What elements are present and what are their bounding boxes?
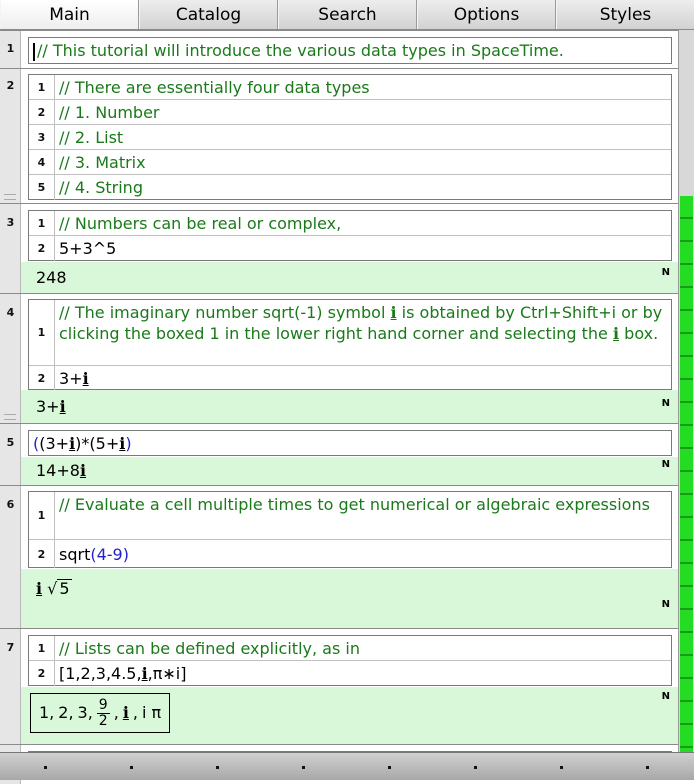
input-line[interactable] [29, 38, 671, 63]
imaginary-unit-symbol: i [69, 434, 76, 453]
input-line[interactable] [29, 211, 671, 236]
bottom-toolbar [0, 752, 694, 780]
cell-number: 6 [6, 498, 15, 511]
line-number: 2 [29, 100, 55, 124]
tab-styles[interactable]: Styles [556, 0, 694, 29]
input-line[interactable] [29, 125, 671, 150]
comment-text: box. [624, 324, 659, 343]
output-area [21, 457, 678, 485]
cell-number: 1 [6, 42, 15, 55]
cell-number: 3 [6, 216, 15, 229]
line-number: 4 [29, 150, 55, 174]
code-text: (3+ [39, 434, 70, 453]
output-value [36, 396, 66, 417]
code-text: 5+3^5 [59, 239, 117, 258]
comment-text: // This tutorial will introduce the various data types in SpaceTime. [37, 41, 564, 60]
comment-text: // 3. Matrix [59, 153, 146, 172]
toolbar-dot[interactable] [646, 766, 649, 769]
fraction-numerator: 9 [98, 696, 108, 713]
code-text: ,π∗i] [147, 664, 187, 683]
notebook-cell[interactable] [0, 30, 678, 68]
input-line[interactable] [29, 492, 671, 540]
input-line[interactable] [29, 100, 671, 125]
list-element: 3, [77, 703, 93, 722]
toolbar-dot[interactable] [560, 766, 563, 769]
list-element: 1, [39, 703, 55, 722]
notebook-cell[interactable] [0, 68, 678, 203]
imaginary-unit-symbol: i [141, 664, 148, 683]
line-number: 1 [29, 75, 55, 99]
imaginary-unit-symbol: i [82, 369, 89, 388]
line-number: 2 [29, 236, 55, 261]
comment-text: // Lists can be defined explicitly, as in [59, 639, 360, 658]
line-number: 1 [29, 636, 55, 660]
notebook-canvas [0, 30, 678, 752]
tab-catalog[interactable]: Catalog [139, 0, 278, 29]
input-line[interactable] [29, 661, 671, 686]
cell-gutter[interactable] [0, 424, 21, 485]
cell-grip-icon[interactable] [4, 414, 16, 420]
comment-text: is obtained by Ctrl+Shift+i or by clicking the boxed 1 in the lower right hand corner and selecting the [59, 303, 668, 343]
output-value [36, 460, 86, 481]
comment-text: // 2. List [59, 128, 124, 147]
cell-number: 5 [6, 436, 15, 449]
cell-number: 4 [6, 306, 15, 319]
input-line[interactable] [29, 150, 671, 175]
cell-number: 7 [6, 641, 15, 654]
numeric-badge[interactable]: N [661, 398, 670, 409]
input-line[interactable]: ((3+i)*(5+i) [33, 434, 132, 453]
imaginary-unit-symbol: i [59, 397, 66, 416]
cell-input[interactable] [28, 37, 672, 64]
list-element: i π [141, 703, 162, 722]
line-number: 1 [29, 492, 55, 539]
notebook-cell[interactable] [0, 293, 678, 423]
input-line[interactable] [29, 75, 671, 100]
tab-bar [0, 0, 694, 30]
list-bracket [30, 693, 170, 733]
comment-text: // Evaluate a cell multiple times to get numerical or algebraic expressions [59, 495, 650, 514]
line-number: 1 [29, 300, 55, 365]
toolbar-dot[interactable] [474, 766, 477, 769]
input-line[interactable] [29, 175, 671, 200]
line-number: 2 [29, 366, 55, 390]
cell-input[interactable] [28, 74, 672, 200]
toolbar-dot[interactable] [216, 766, 219, 769]
list-separator: , [113, 703, 119, 722]
line-number: 2 [29, 661, 55, 686]
output-area [21, 569, 678, 628]
output-area [21, 262, 678, 293]
input-line[interactable] [29, 300, 671, 366]
numeric-badge[interactable]: N [661, 599, 670, 610]
comment-text: // 1. Number [59, 103, 160, 122]
input-line[interactable] [29, 236, 671, 261]
tab-search[interactable]: Search [278, 0, 417, 29]
input-line[interactable] [29, 540, 671, 568]
notebook-cell[interactable] [0, 628, 678, 744]
code-text: [1,2,3,4.5, [59, 664, 142, 683]
imaginary-unit-symbol: i [612, 324, 620, 343]
imaginary-unit-symbol: i [390, 303, 397, 322]
cell-input[interactable] [28, 491, 672, 568]
fraction [97, 698, 110, 729]
list-element: 2, [58, 703, 74, 722]
line-number: 3 [29, 125, 55, 149]
cell-grip-icon[interactable] [4, 194, 16, 200]
fraction-denominator: 2 [98, 712, 108, 729]
imaginary-unit-symbol: i [122, 703, 129, 722]
code-text: 3+ [59, 369, 83, 388]
numeric-badge[interactable]: N [661, 267, 670, 278]
code-text: )*(5+ [75, 434, 120, 453]
code-text: sqrt [59, 545, 91, 564]
output-area [21, 390, 678, 423]
tab-main[interactable]: Main [0, 0, 139, 29]
numeric-badge[interactable]: N [661, 459, 670, 470]
output-list [30, 693, 170, 733]
numeric-badge[interactable]: N [661, 691, 670, 702]
cell-input[interactable] [28, 299, 672, 390]
toolbar-dot[interactable] [388, 766, 391, 769]
list-separator: , [132, 703, 138, 722]
toolbar-dot[interactable] [44, 766, 47, 769]
notebook-cell[interactable] [0, 203, 678, 293]
comment-text: // The imaginary number sqrt(-1) symbol [59, 303, 391, 322]
output-value: i √ 5 [36, 579, 70, 598]
cell-number: 2 [6, 79, 15, 92]
line-number: 5 [29, 175, 55, 200]
imaginary-unit-symbol: i [119, 434, 126, 453]
notebook-cell[interactable] [0, 485, 678, 628]
line-number: 2 [29, 540, 55, 568]
input-line[interactable] [29, 366, 671, 390]
scrollbar-thumb[interactable] [680, 196, 693, 752]
comment-text: // Numbers can be real or complex, [59, 214, 342, 233]
output-text: 3+ [36, 397, 60, 416]
imaginary-unit-symbol: i [36, 579, 43, 598]
imaginary-unit-symbol: i [79, 461, 87, 480]
vertical-scrollbar[interactable] [678, 30, 694, 752]
comment-text: // There are essentially four data types [59, 78, 370, 97]
code-text: ) [125, 434, 132, 453]
cell-input[interactable] [28, 430, 672, 456]
input-line[interactable] [29, 636, 671, 661]
tab-options[interactable]: Options [417, 0, 556, 29]
cell-input[interactable] [28, 210, 672, 261]
output-text: 14+8 [36, 461, 80, 480]
toolbar-dot[interactable] [130, 766, 133, 769]
toolbar-dot[interactable] [302, 766, 305, 769]
sqrt-radicand: 5 [59, 579, 70, 598]
comment-text: // 4. String [59, 178, 143, 197]
notebook-cell[interactable] [0, 423, 678, 485]
line-number: 1 [29, 211, 55, 235]
output-value: 248 [36, 268, 67, 287]
code-text: (4-9) [90, 545, 129, 564]
cell-input[interactable] [28, 635, 672, 686]
text-cursor [33, 43, 35, 61]
